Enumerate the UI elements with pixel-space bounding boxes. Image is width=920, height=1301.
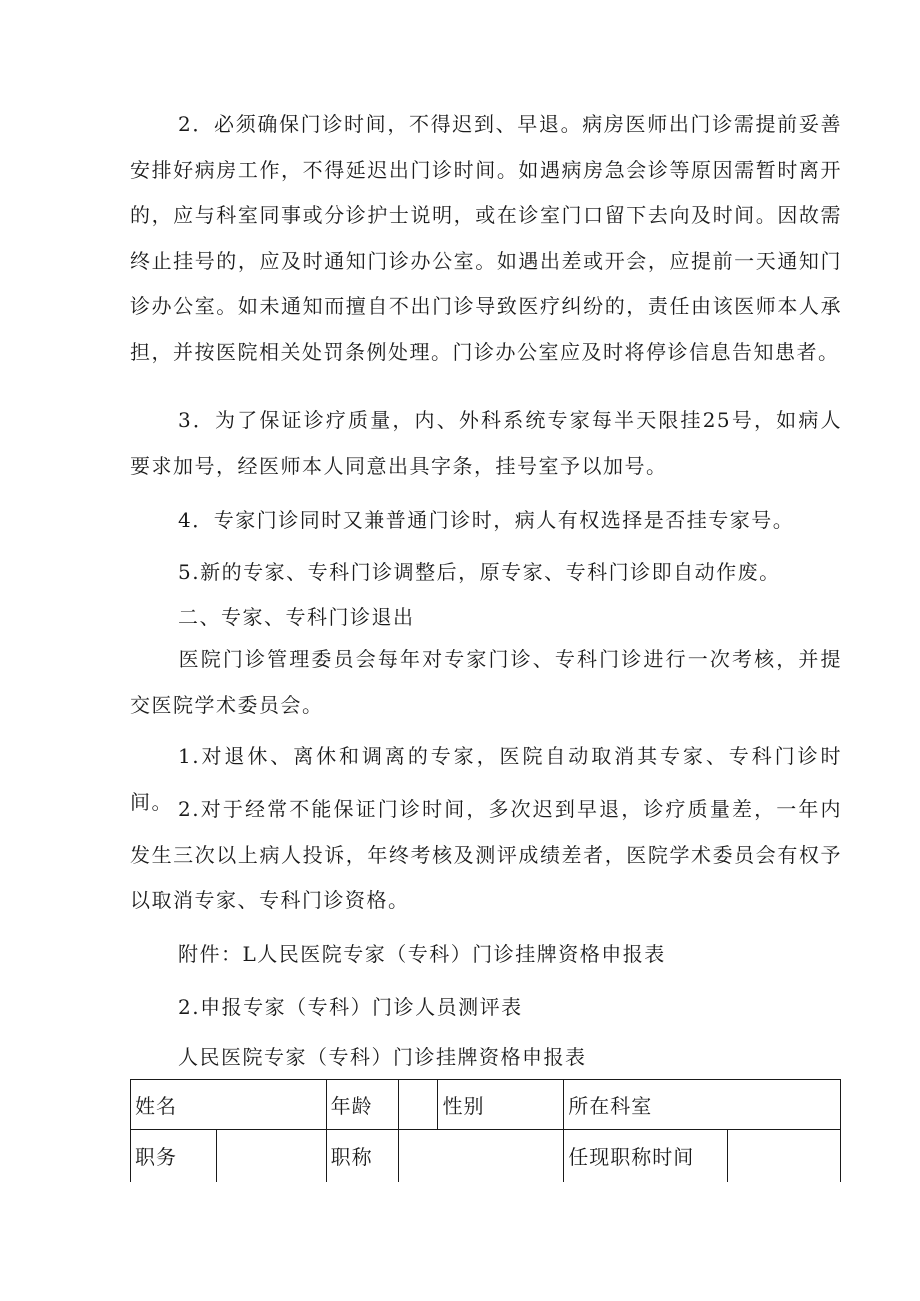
gender-label-cell: 性别	[438, 1080, 564, 1130]
paragraph-text: 医院门诊管理委员会每年对专家门诊、专科门诊进行一次考核，并提交医院学术委员会。	[130, 647, 842, 717]
department-label-cell: 所在科室	[564, 1080, 841, 1130]
paragraph-text: 3．为了保证诊疗质量，内、外科系统专家每半天限挂25号，如病人要求加号，经医师本人同意出具字条，挂号室予以加号。	[130, 408, 842, 478]
application-form-table	[130, 1079, 841, 1182]
paragraph-review	[130, 637, 842, 728]
table-row	[131, 1080, 841, 1130]
table-row	[131, 1130, 841, 1182]
attachment-line-2: 2.申报专家（专科）门诊人员测评表	[178, 995, 523, 1019]
paragraph-item-3	[130, 398, 842, 489]
position-value-cell[interactable]	[216, 1130, 326, 1182]
form-title: 人民医院专家（专科）门诊挂牌资格申报表	[178, 1045, 587, 1069]
position-label-cell: 职务	[131, 1130, 217, 1182]
title-since-label-cell: 任现职称时间	[564, 1130, 728, 1182]
attachment-line-1: 附件：L人民医院专家（专科）门诊挂牌资格申报表	[178, 942, 666, 966]
paragraph-item-5	[130, 550, 842, 596]
title-since-value-cell[interactable]	[728, 1130, 841, 1182]
paragraph-item-4	[130, 498, 842, 544]
heading-text: 二、专家、专科门诊退出	[178, 605, 415, 629]
title-value-cell[interactable]	[398, 1130, 564, 1182]
paragraph-item-2	[130, 102, 842, 375]
age-label-cell: 年龄	[326, 1080, 398, 1130]
paragraph-text: 1.对退休、离休和调离的专家，医院自动取消其专家、专科门诊时间。	[130, 744, 842, 814]
paragraph-text: 4．专家门诊同时又兼普通门诊时，病人有权选择是否挂专家号。	[178, 508, 795, 532]
title-label-cell: 职称	[326, 1130, 398, 1182]
paragraph-text: 2．必须确保门诊时间，不得迟到、早退。病房医师出门诊需提前妥善安排好病房工作，不得延迟出门诊时间。如遇病房急会诊等原因需暂时离开的，应与科室同事或分诊护士说明，或在诊室门口留下去向及时间。因故需终止挂号的，应及时通知门诊办公室。如遇出差或开会，应提前一天通知门诊办公室。如未通知而擅自不出门诊导致医疗纠纷的，责任由该医师本人承担，并按医院相关处罚条例处理。门诊办公室应及时将停诊信息告知患者。	[130, 112, 842, 364]
name-label-cell: 姓名	[131, 1080, 327, 1130]
paragraph-cancel	[130, 787, 842, 924]
paragraph-text: 5.新的专家、专科门诊调整后，原专家、专科门诊即自动作废。	[178, 560, 781, 584]
section-heading-2	[130, 595, 842, 641]
paragraph-text: 2.对于经常不能保证门诊时间，多次迟到早退，诊疗质量差，一年内发生三次以上病人投诉，年终考核及测评成绩差者，医院学术委员会有权予以取消专家、专科门诊资格。	[130, 797, 842, 912]
age-value-cell[interactable]	[398, 1080, 438, 1130]
